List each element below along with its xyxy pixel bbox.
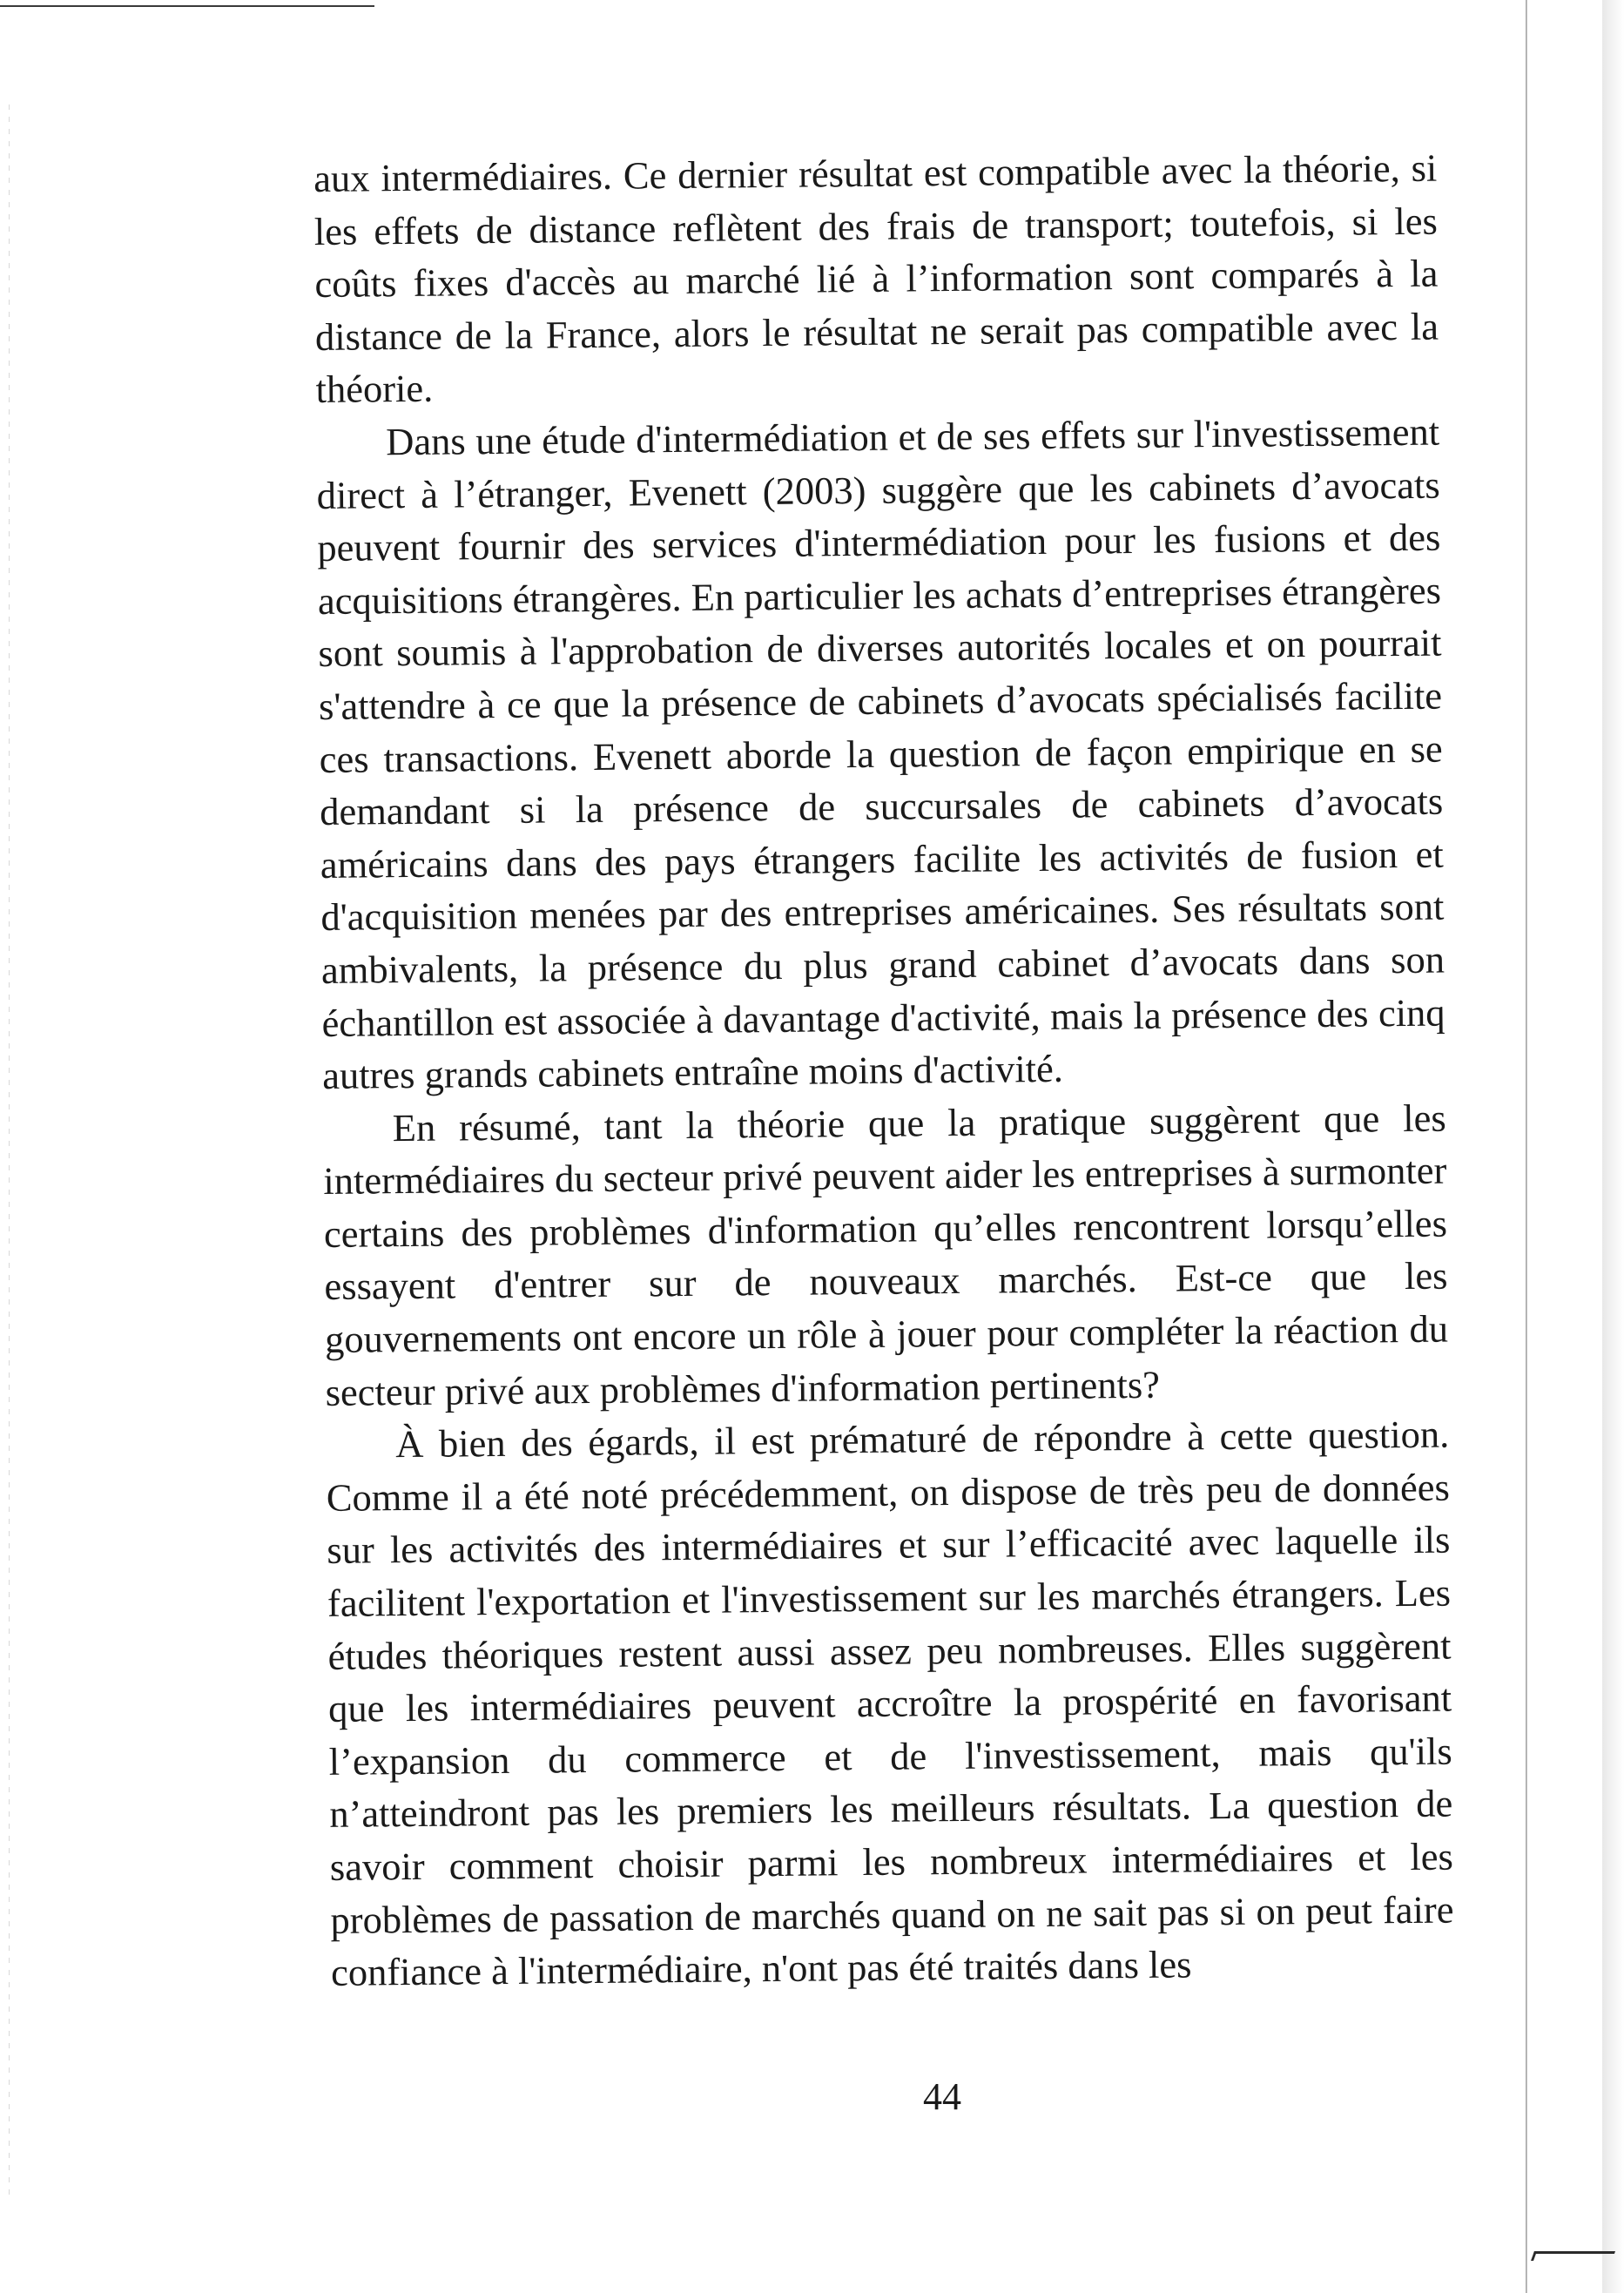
paragraph-premature-answer: À bien des égards, il est prématuré de répondre à cette question. Comme il a été noté précédemment, on dispose de très peu de données sur les activités des intermédiaires et sur l’efficacité avec laquelle ils facilitent l'exportation et l'investissement sur les marchés étrangers. Les études théoriques restent aussi assez peu nombreuses. Elles suggèrent que les intermédiaires peuvent accroître la prospérité en favorisant l’expansion du commerce et de l'investissement, mais qu'ils n’atteindront pas les premiers les meilleurs résultats. La question de savoir comment choisir parmi les nombreux intermédiaires et les problèmes de passation de marchés quand on ne sait pas si on peut faire confiance à l'intermédiaire, n'ont pas été traités dans les (326, 1412, 1454, 1995)
paragraph-evenett-study: Dans une étude d'intermédiation et de ses effets sur l'investissement direct à l’étranger, Evenett (2003) suggère que les cabinets d’avocats peuvent fournir des services d'intermédiation pour les fusions et des acquisitions étrangères. En particulier les achats d’entreprises étrangères sont soumis à l'approbation de diverses autorités locales et on pourrait s'attendre à ce que la présence de cabinets d’avocats spécialisés facilite ces transactions. Evenett aborde la question de façon empirique en se demandant si la présence de succursales de cabinets d’avocats américains dans des pays étrangers facilite les activités de fusion et d'acquisition menées par des entreprises américaines. Ses résultats sont ambivalents, la présence du plus grand cabinet d’avocats dans son échantillon est associée à davantage d'activité, mais la présence des cinq autres grands cabinets entraîne moins d'activité. (316, 409, 1445, 1098)
scan-page-edge (1526, 0, 1527, 2293)
page-number: 44 (923, 2075, 961, 2118)
paragraph-summary: En résumé, tant la théorie que la pratique suggèrent que les intermédiaires du secteur privé peuvent aider les entreprises à surmonter certains des problèmes d'information qu’elles rencontrent lorsqu’elles essayent d'entrer sur de nouveaux marchés. Est-ce que les gouvernements ont encore un rôle à jouer pour compléter la réaction du secteur privé aux problèmes d'information pertinents? (323, 1096, 1449, 1414)
paragraph-continuation: aux intermédiaires. Ce dernier résultat est compatible avec la théorie, si les effets de distance reflètent des frais de transport; toutefois, si les coûts fixes d'accès au marché lié à l’information sont comparés à la distance de la France, alors le résultat ne serait pas compatible avec la théorie. (313, 145, 1439, 412)
scan-left-edge (9, 105, 10, 2195)
scan-top-line (0, 5, 374, 7)
scan-corner-mark (1531, 2251, 1615, 2261)
body-text (313, 142, 1454, 2000)
scan-shadow (1602, 0, 1624, 2293)
